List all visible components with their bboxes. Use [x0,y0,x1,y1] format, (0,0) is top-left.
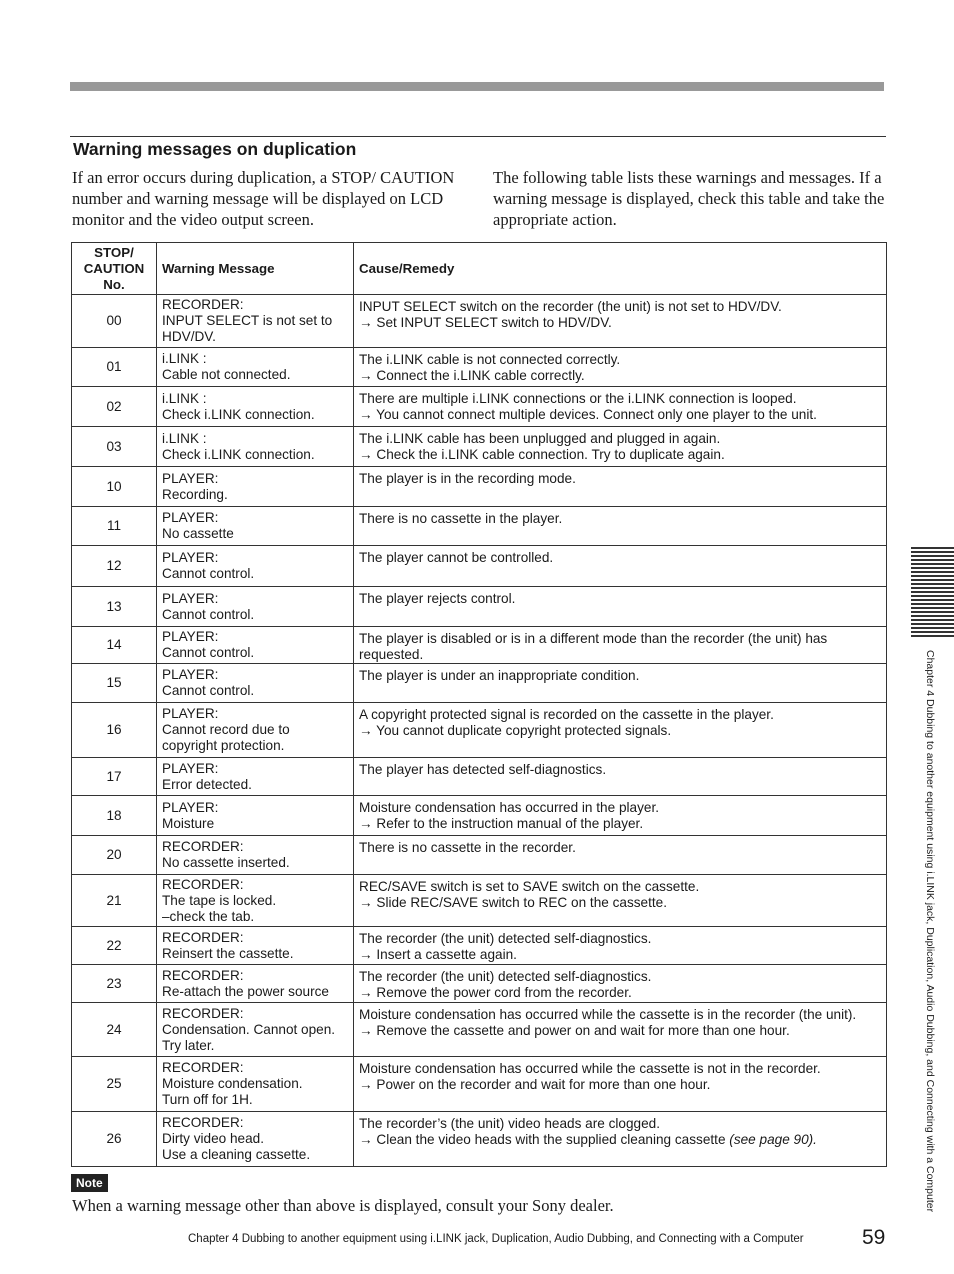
side-tab-line [911,547,954,549]
cause-text: A copyright protected signal is recorded on the cassette in the player. [359,707,774,722]
section-rule [70,136,886,137]
arrow-right-icon: → [359,368,373,383]
cause-text: There are multiple i.LINK connections or the i.LINK connection is looped. [359,391,797,406]
table-header-row [72,243,887,295]
side-tab-line [911,631,954,633]
remedy-text: Clean the video heads with the supplied cleaning cassette [376,1132,726,1147]
section-title: Warning messages on duplication [73,139,357,159]
arrow-right-icon: → [359,947,373,962]
intro-right: The following table lists these warnings and messages. If a warning message is displayed, check this table and take the appropriate action. [493,168,885,229]
row-cause-remedy [354,546,887,587]
row-message: PLAYER: Cannot control. [157,664,354,703]
row-message: i.LINK : Cable not connected. [157,348,354,387]
remedy-line [359,816,881,832]
side-tab-line [911,607,954,609]
row-cause-remedy [354,427,887,467]
arrow-right-icon: → [359,816,373,831]
row-number: 14 [72,627,157,664]
side-tab-line [911,571,954,573]
table-row [72,758,887,796]
remedy-text: Power on the recorder and wait for more than one hour. [376,1077,711,1092]
row-message: i.LINK : Check i.LINK connection. [157,387,354,427]
row-cause-remedy [354,875,887,927]
arrow-right-icon: → [359,723,373,738]
cause-text: The recorder’s (the unit) video heads are clogged. [359,1116,661,1131]
cause-text: Moisture condensation has occurred while the cassette is not in the recorder. [359,1061,821,1076]
cause-text: The recorder (the unit) detected self-diagnostics. [359,931,652,946]
table-row [72,1057,887,1112]
side-tab-line [911,611,954,613]
side-tab-line [911,559,954,561]
arrow-right-icon: → [359,1077,373,1092]
cause-text: There is no cassette in the recorder. [359,840,576,855]
side-tab-line [911,619,954,621]
cause-text: The recorder (the unit) detected self-diagnostics. [359,969,652,984]
cause-text: The player is under an inappropriate condition. [359,668,640,683]
side-tab-line [911,579,954,581]
note-label: Note [71,1174,108,1192]
remedy-line [359,315,881,331]
row-message: RECORDER: The tape is locked. –check the tab. [157,875,354,927]
header-no: STOP/ CAUTION No. [72,243,157,295]
row-number: 16 [72,703,157,758]
remedy-text: Slide REC/SAVE switch to REC on the cassette. [376,895,668,910]
remedy-line [359,447,881,463]
row-cause-remedy [354,627,887,664]
row-cause-remedy [354,1003,887,1057]
remedy-text: Insert a cassette again. [376,947,517,962]
row-message: RECORDER: Condensation. Cannot open. Try later. [157,1003,354,1057]
remedy-line [359,947,881,963]
side-tab-line [911,603,954,605]
table-row [72,467,887,507]
cause-text: The player rejects control. [359,591,516,606]
warning-table [71,242,887,1167]
row-cause-remedy [354,587,887,627]
side-tab-line [911,623,954,625]
arrow-right-icon: → [359,1132,373,1147]
row-message: RECORDER: No cassette inserted. [157,836,354,875]
side-tab-line [911,599,954,601]
row-message: PLAYER: Moisture [157,796,354,836]
page-number: 59 [862,1226,886,1249]
table-row [72,1003,887,1057]
cause-text: Moisture condensation has occurred while the cassette is in the recorder (the unit). [359,1007,857,1022]
remedy-text: Refer to the instruction manual of the player. [376,816,644,831]
row-message: PLAYER: Cannot control. [157,627,354,664]
arrow-right-icon: → [359,407,373,422]
side-tab-line [911,551,954,553]
side-tab-line [911,583,954,585]
row-number: 13 [72,587,157,627]
remedy-text: Set INPUT SELECT switch to HDV/DV. [376,315,612,330]
table-row [72,587,887,627]
table-row [72,1112,887,1167]
cause-text: The player has detected self-diagnostics. [359,762,607,777]
side-tab-line [911,595,954,597]
cause-text: The i.LINK cable is not connected correctly. [359,352,621,367]
row-number: 15 [72,664,157,703]
intro-left: If an error occurs during duplication, a STOP/ CAUTION number and warning message will be displayed on LCD monitor and the video output screen. [72,168,455,229]
top-bar [70,82,884,91]
remedy-line [359,723,881,739]
row-cause-remedy [354,467,887,507]
remedy-line [359,1132,881,1148]
side-tab-line [911,555,954,557]
table-row [72,965,887,1003]
side-tab-line [911,567,954,569]
remedy-text: Remove the power cord from the recorder. [376,985,632,1000]
row-number: 25 [72,1057,157,1112]
arrow-right-icon: → [359,985,373,1000]
row-number: 01 [72,348,157,387]
side-tab-line [911,591,954,593]
table-row [72,927,887,965]
cause-text: REC/SAVE switch is set to SAVE switch on the cassette. [359,879,700,894]
row-message: PLAYER: Cannot control. [157,587,354,627]
side-tab-line [911,615,954,617]
arrow-right-icon: → [359,447,373,462]
remedy-text: You cannot duplicate copyright protected signals. [376,723,672,738]
remedy-line [359,1077,881,1093]
cause-text: The i.LINK cable has been unplugged and plugged in again. [359,431,721,446]
row-cause-remedy [354,1112,887,1167]
row-number: 20 [72,836,157,875]
remedy-line [359,895,881,911]
row-message: PLAYER: Cannot record due to copyright protection. [157,703,354,758]
table-body [72,295,887,1167]
row-cause-remedy [354,295,887,348]
row-cause-remedy [354,965,887,1003]
side-tab-line [911,575,954,577]
row-number: 18 [72,796,157,836]
row-cause-remedy [354,836,887,875]
table-row [72,627,887,664]
row-message: PLAYER: Recording. [157,467,354,507]
cause-text: INPUT SELECT switch on the recorder (the unit) is not set to HDV/DV. [359,299,782,314]
header-cause: Cause/Remedy [354,243,887,295]
cause-text: The player is in the recording mode. [359,471,576,486]
row-message: i.LINK : Check i.LINK connection. [157,427,354,467]
side-tab-text: Chapter 4 Dubbing to another equipment using i.LINK jack, Duplication, Audio Dubbing, and Connecting with a Computer [924,650,936,1213]
row-number: 00 [72,295,157,348]
table-row [72,664,887,703]
row-number: 24 [72,1003,157,1057]
remedy-line [359,368,881,384]
side-tab-line [911,627,954,629]
table-row [72,546,887,587]
row-number: 02 [72,387,157,427]
remedy-text: Check the i.LINK cable connection. Try to duplicate again. [376,447,725,462]
side-tab-line [911,635,954,637]
row-number: 23 [72,965,157,1003]
row-message: RECORDER: Reinsert the cassette. [157,927,354,965]
row-cause-remedy [354,758,887,796]
note-text: When a warning message other than above is displayed, consult your Sony dealer. [72,1196,614,1215]
row-number: 21 [72,875,157,927]
remedy-text: Remove the cassette and power on and wait for more than one hour. [376,1023,790,1038]
row-message: RECORDER: Moisture condensation. Turn off for 1H. [157,1057,354,1112]
remedy-text: You cannot connect multiple devices. Connect only one player to the unit. [376,407,817,422]
row-message: PLAYER: Cannot control. [157,546,354,587]
arrow-right-icon: → [359,895,373,910]
row-number: 17 [72,758,157,796]
remedy-text: Connect the i.LINK cable correctly. [376,368,585,383]
cause-text: The player cannot be controlled. [359,550,554,565]
row-message: PLAYER: No cassette [157,507,354,546]
cause-text: Moisture condensation has occurred in the player. [359,800,659,815]
table-row [72,295,887,348]
footer-chapter: Chapter 4 Dubbing to another equipment using i.LINK jack, Duplication, Audio Dubbing, and Connecting with a Computer [188,1233,804,1245]
row-cause-remedy [354,927,887,965]
side-tab-line [911,587,954,589]
table-row [72,796,887,836]
table-row [72,427,887,467]
page-reference: (see page 90). [729,1132,817,1147]
row-number: 26 [72,1112,157,1167]
table-row [72,836,887,875]
row-message: RECORDER: INPUT SELECT is not set to HDV/DV. [157,295,354,348]
row-number: 22 [72,927,157,965]
remedy-line [359,1023,881,1039]
row-cause-remedy [354,507,887,546]
row-cause-remedy [354,1057,887,1112]
row-cause-remedy [354,387,887,427]
remedy-line [359,407,881,423]
cause-text: The player is disabled or is in a different mode than the recorder (the unit) has requested. [359,631,828,662]
table-row [72,507,887,546]
table-row [72,875,887,927]
remedy-line [359,985,881,1001]
row-cause-remedy [354,703,887,758]
side-tab-line [911,563,954,565]
table-row [72,348,887,387]
table-row [72,387,887,427]
cause-text: There is no cassette in the player. [359,511,563,526]
row-cause-remedy [354,664,887,703]
arrow-right-icon: → [359,1023,373,1038]
row-number: 03 [72,427,157,467]
row-cause-remedy [354,796,887,836]
row-number: 12 [72,546,157,587]
table-row [72,703,887,758]
arrow-right-icon: → [359,315,373,330]
row-cause-remedy [354,348,887,387]
side-tab-lines [911,547,954,639]
row-message: RECORDER: Dirty video head. Use a cleaning cassette. [157,1112,354,1167]
row-message: RECORDER: Re-attach the power source [157,965,354,1003]
row-number: 11 [72,507,157,546]
header-message: Warning Message [157,243,354,295]
row-message: PLAYER: Error detected. [157,758,354,796]
row-number: 10 [72,467,157,507]
